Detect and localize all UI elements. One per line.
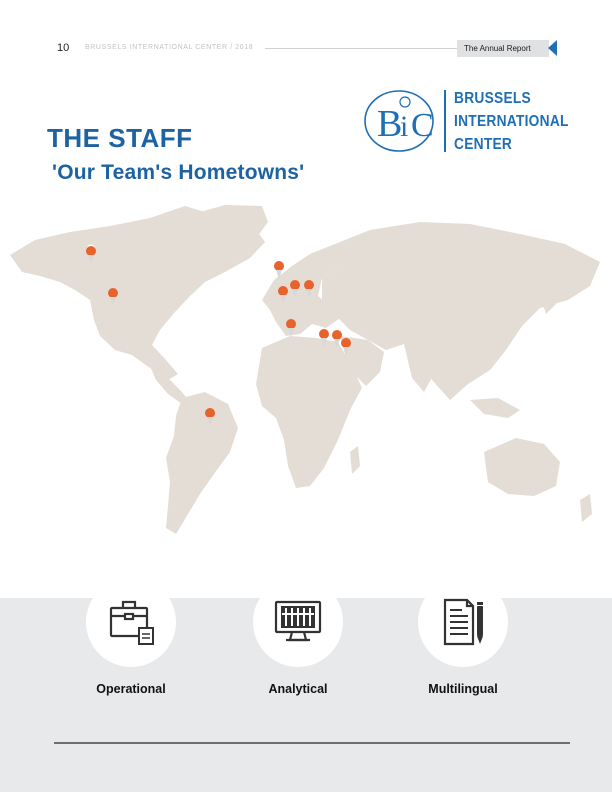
report-tab-arrow-icon <box>548 40 557 56</box>
document-pen-icon <box>435 594 491 650</box>
report-tab: The Annual Report <box>457 40 549 57</box>
logo-monogram-i: i <box>400 110 409 143</box>
header-divider <box>265 48 457 49</box>
map-landmasses <box>10 205 600 534</box>
monitor-chart-icon <box>270 594 326 650</box>
skill-label-operational: Operational <box>96 682 166 696</box>
south-america <box>166 392 238 534</box>
logo-monogram-b: B <box>377 103 403 145</box>
logo-word-brussels: BRUSSELS <box>454 90 531 107</box>
skill-label-analytical: Analytical <box>268 682 328 696</box>
briefcase-icon <box>103 594 159 650</box>
page-subtitle: 'Our Team's Hometowns' <box>52 161 305 184</box>
page-title: THE STAFF <box>47 123 193 153</box>
se-asia-islands <box>470 398 520 418</box>
logo-monogram-c: C <box>411 107 434 144</box>
skill-operational-badge <box>86 577 176 667</box>
logo-divider <box>444 90 446 152</box>
logo-word-center: CENTER <box>454 136 513 153</box>
bic-logo-mark <box>362 88 442 154</box>
new-zealand <box>580 494 592 522</box>
madagascar <box>350 446 360 474</box>
header-org-year: BRUSSELS INTERNATIONAL CENTER / 2018 <box>85 44 254 51</box>
skill-analytical-badge <box>253 577 343 667</box>
australia <box>484 438 560 496</box>
page-number: 10 <box>57 42 70 54</box>
skill-multilingual-badge <box>418 577 508 667</box>
bottom-divider <box>54 742 570 744</box>
world-map <box>0 200 612 540</box>
africa <box>256 336 362 488</box>
logo-word-international: INTERNATIONAL <box>454 113 569 130</box>
skill-label-multilingual: Multilingual <box>428 682 498 696</box>
